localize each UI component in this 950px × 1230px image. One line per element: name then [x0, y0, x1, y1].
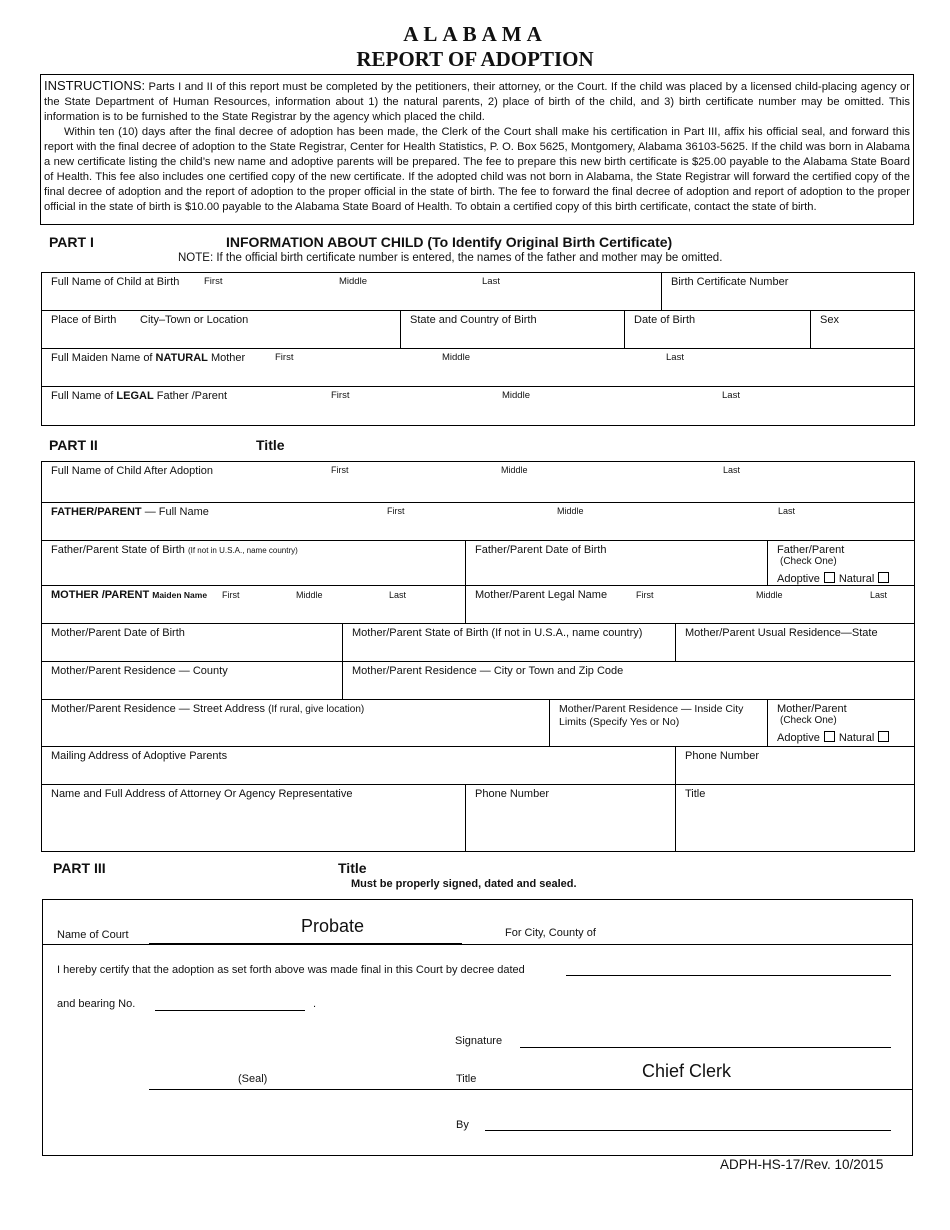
mother-city-zip-field[interactable] — [343, 662, 914, 700]
sub-middle: Middle — [557, 506, 584, 516]
sub-last: Last — [778, 506, 796, 516]
form-id: ADPH-HS-17/Rev. 10/2015 — [720, 1157, 884, 1172]
child-birth-name-field[interactable] — [42, 273, 662, 311]
child-after-adoption-field[interactable] — [42, 462, 914, 503]
instructions-text-1: Parts I and II of this report must be completed by the petitioners, their attorney, or the Court. If the child was placed by a licensed child-placing agency or the State Department of Human Resources, information about 1) the natural parents, 2) place of birth of the child, and 3) birth certificate number may be omitted. This information is to be furnished to the State Registrar by the agency which placed the child. — [44, 81, 911, 123]
sub-last: Last — [722, 390, 740, 401]
sub-middle: Middle — [296, 590, 323, 600]
father-full-name-field[interactable] — [42, 503, 914, 541]
mother-dob-field[interactable] — [42, 624, 343, 662]
by-label: By — [456, 1119, 469, 1131]
mother-county-field[interactable] — [42, 662, 343, 700]
father-state-birth-label: Father/Parent State of Birth — [51, 544, 185, 556]
natural-label: Natural — [838, 732, 875, 744]
mother-type-field — [768, 700, 914, 747]
attorney-field[interactable] — [42, 785, 466, 851]
part2-label: PART II — [49, 437, 98, 453]
form-title: REPORT OF ADOPTION — [356, 47, 594, 71]
attorney-phone-field[interactable] — [466, 785, 676, 851]
sub-last: Last — [389, 590, 407, 600]
maiden-name-label: Maiden Name — [152, 590, 208, 600]
natural-mother-name-field[interactable] — [42, 349, 914, 387]
adoptive-phone-label: Phone Number — [685, 750, 759, 762]
child-after-adoption-label: Full Name of Child After Adoption — [51, 465, 214, 477]
state-title: ALABAMA — [403, 22, 547, 46]
sub-middle: Middle — [339, 276, 367, 287]
place-of-birth-label: Place of Birth — [51, 314, 117, 326]
part1-grid — [41, 272, 915, 426]
sub-middle: Middle — [501, 465, 528, 475]
name-of-court-label: Name of Court — [57, 929, 129, 941]
mother-state-birth-label: Mother/Parent State of Birth — [352, 627, 489, 639]
check-one-label: (Check One) — [780, 556, 837, 567]
bearing-period: . — [313, 998, 317, 1010]
father-type-label: Father/Parent — [777, 544, 845, 556]
adoptive-label: Adoptive — [777, 732, 820, 744]
father-type-field — [768, 541, 914, 586]
clerk-title-value[interactable]: Chief Clerk — [642, 1061, 732, 1081]
attorney-title-field[interactable] — [676, 785, 914, 851]
mother-maiden-name-field[interactable] — [42, 586, 466, 624]
title-label: Title — [456, 1073, 477, 1085]
mother-street-label: Mother/Parent Residence — Street Address — [51, 703, 265, 715]
legal-father-label: Full Name of LEGAL Father /Parent — [51, 390, 228, 402]
mother-parent-label: MOTHER /PARENT — [51, 589, 150, 601]
decree-date-line[interactable] — [566, 975, 891, 976]
legal-father-name-field[interactable] — [42, 387, 914, 425]
sub-first: First — [387, 506, 405, 516]
adoptive-phone-field[interactable] — [676, 747, 914, 785]
bearing-no-label: and bearing No. — [57, 998, 136, 1010]
mother-usual-residence-label: Mother/Parent Usual Residence—State — [685, 627, 878, 639]
mother-adoptive-checkbox[interactable] — [824, 731, 835, 742]
part3-title: Title — [338, 860, 367, 876]
mailing-address-field[interactable] — [42, 747, 676, 785]
check-one-label: (Check One) — [780, 715, 837, 726]
sub-first: First — [636, 590, 654, 600]
place-of-birth-field[interactable] — [42, 311, 401, 349]
mother-street-field[interactable] — [42, 700, 550, 747]
part1-title: INFORMATION ABOUT CHILD (To Identify Original Birth Certificate) — [226, 234, 673, 250]
sub-first: First — [331, 390, 350, 401]
seal-title-line — [149, 1089, 912, 1090]
mother-usual-residence-field[interactable] — [676, 624, 914, 662]
natural-label: Natural — [838, 573, 875, 585]
mother-natural-checkbox[interactable] — [878, 731, 889, 742]
sub-last: Last — [482, 276, 500, 287]
father-state-birth-field[interactable] — [42, 541, 466, 586]
state-country-birth-label: State and Country of Birth — [410, 314, 537, 326]
part1-note: NOTE: If the official birth certificate number is entered, the names of the father and mother may be omitted. — [178, 252, 723, 264]
mother-state-birth-note: (If not in U.S.A., name country) — [491, 627, 643, 639]
mother-legal-name-field[interactable] — [466, 586, 914, 624]
bearing-no-line[interactable] — [155, 1010, 305, 1011]
instructions-lead: INSTRUCTIONS: — [44, 78, 146, 93]
mother-county-label: Mother/Parent Residence — County — [51, 665, 228, 677]
sub-first: First — [222, 590, 240, 600]
father-adoptive-checkbox[interactable] — [824, 572, 835, 583]
part2-grid — [41, 461, 915, 852]
sub-middle: Middle — [442, 352, 470, 363]
father-state-birth-note: (If not in U.S.A., name country) — [187, 546, 298, 555]
signature-label: Signature — [455, 1035, 503, 1047]
adoptive-label: Adoptive — [777, 573, 820, 585]
father-type-options — [777, 572, 914, 585]
part1-label: PART I — [49, 234, 94, 250]
attorney-phone-label: Phone Number — [475, 788, 549, 800]
natural-mother-label: Full Maiden Name of NATURAL Mother — [51, 352, 246, 364]
sub-last: Last — [870, 590, 888, 600]
date-of-birth-field[interactable] — [625, 311, 811, 349]
birth-certificate-number-label: Birth Certificate Number — [671, 276, 789, 288]
mailing-address-label: Mailing Address of Adoptive Parents — [51, 750, 228, 762]
state-country-birth-field[interactable] — [401, 311, 625, 349]
part3-label: PART III — [53, 860, 106, 876]
father-dob-field[interactable] — [466, 541, 768, 586]
sex-label: Sex — [820, 314, 839, 326]
instructions-para-2: Within ten (10) days after the final decree of adoption has been made, the Clerk of the Court shall make his certification in Part III, affix his official seal, and forward this report with the final decree of adoption to the State Registrar, Center for Health Statistics, P. O. Box 5625, Montgomery, Alabama 36103-5625. If the child was born in Alabama a new certificate listing the child’s new name and adoptive parents will be prepared. The fee to prepare this new birth certificate is $25.00 payable to the Alabama State Board of Health. This fee also includes one certified copy of the new certificate. If the adopted child was not born in Alabama, the State Registrar will forward the certified copy of the final decree of adoption and the report of adoption to the proper official in the state of birth. The fee to forward the final decree of adoption and report of adoption to the proper official in the state of birth is $10.00 payable to the Alabama State Board of Health. To obtain a certified copy of this birth certificate, contact the state of birth. — [44, 126, 910, 213]
birth-certificate-number-field[interactable] — [662, 273, 914, 311]
mother-street-note: (If rural, give location) — [268, 704, 365, 715]
mother-state-birth-field[interactable] — [343, 624, 676, 662]
sub-middle: Middle — [502, 390, 530, 401]
father-dob-label: Father/Parent Date of Birth — [475, 544, 607, 556]
instructions-box — [40, 74, 914, 225]
attorney-label: Name and Full Address of Attorney Or Agency Representative — [51, 788, 353, 800]
part3-subtitle: Must be properly signed, dated and sealed. — [351, 878, 577, 890]
sex-field[interactable] — [811, 311, 914, 349]
part3-box — [42, 899, 913, 1156]
sub-last: Last — [723, 465, 741, 475]
sub-first: First — [204, 276, 223, 287]
court-name-line — [149, 943, 462, 945]
mother-city-zip-label: Mother/Parent Residence — City or Town and Zip Code — [352, 665, 624, 677]
mother-legal-name-label: Mother/Parent Legal Name — [475, 589, 608, 601]
mother-type-label: Mother/Parent — [777, 703, 847, 715]
mother-dob-label: Mother/Parent Date of Birth — [51, 627, 185, 639]
father-natural-checkbox[interactable] — [878, 572, 889, 583]
sub-first: First — [275, 352, 294, 363]
mother-inside-city-label: Mother/Parent Residence — Inside City Limits (Specify Yes or No) — [559, 703, 744, 728]
mother-type-options — [777, 731, 914, 744]
instructions-para-1 — [44, 78, 910, 125]
sub-first: First — [331, 465, 349, 475]
city-town-label: City–Town or Location — [140, 314, 249, 326]
child-birth-name-label: Full Name of Child at Birth — [51, 276, 180, 288]
certify-statement: I hereby certify that the adoption as set forth above was made final in this Court by decree dated — [57, 964, 525, 976]
date-of-birth-label: Date of Birth — [634, 314, 696, 326]
seal-label: (Seal) — [238, 1073, 268, 1085]
for-city-county-label: For City, County of — [505, 927, 596, 939]
father-full-name-label: FATHER/PARENT — Full Name — [51, 506, 209, 518]
sub-last: Last — [666, 352, 684, 363]
part2-title: Title — [256, 437, 285, 453]
mother-inside-city-field[interactable] — [550, 700, 768, 747]
signature-line[interactable] — [520, 1047, 891, 1048]
court-name-value[interactable]: Probate — [301, 916, 365, 936]
by-line[interactable] — [485, 1130, 891, 1131]
attorney-title-label: Title — [685, 788, 706, 800]
sub-middle: Middle — [756, 590, 783, 600]
